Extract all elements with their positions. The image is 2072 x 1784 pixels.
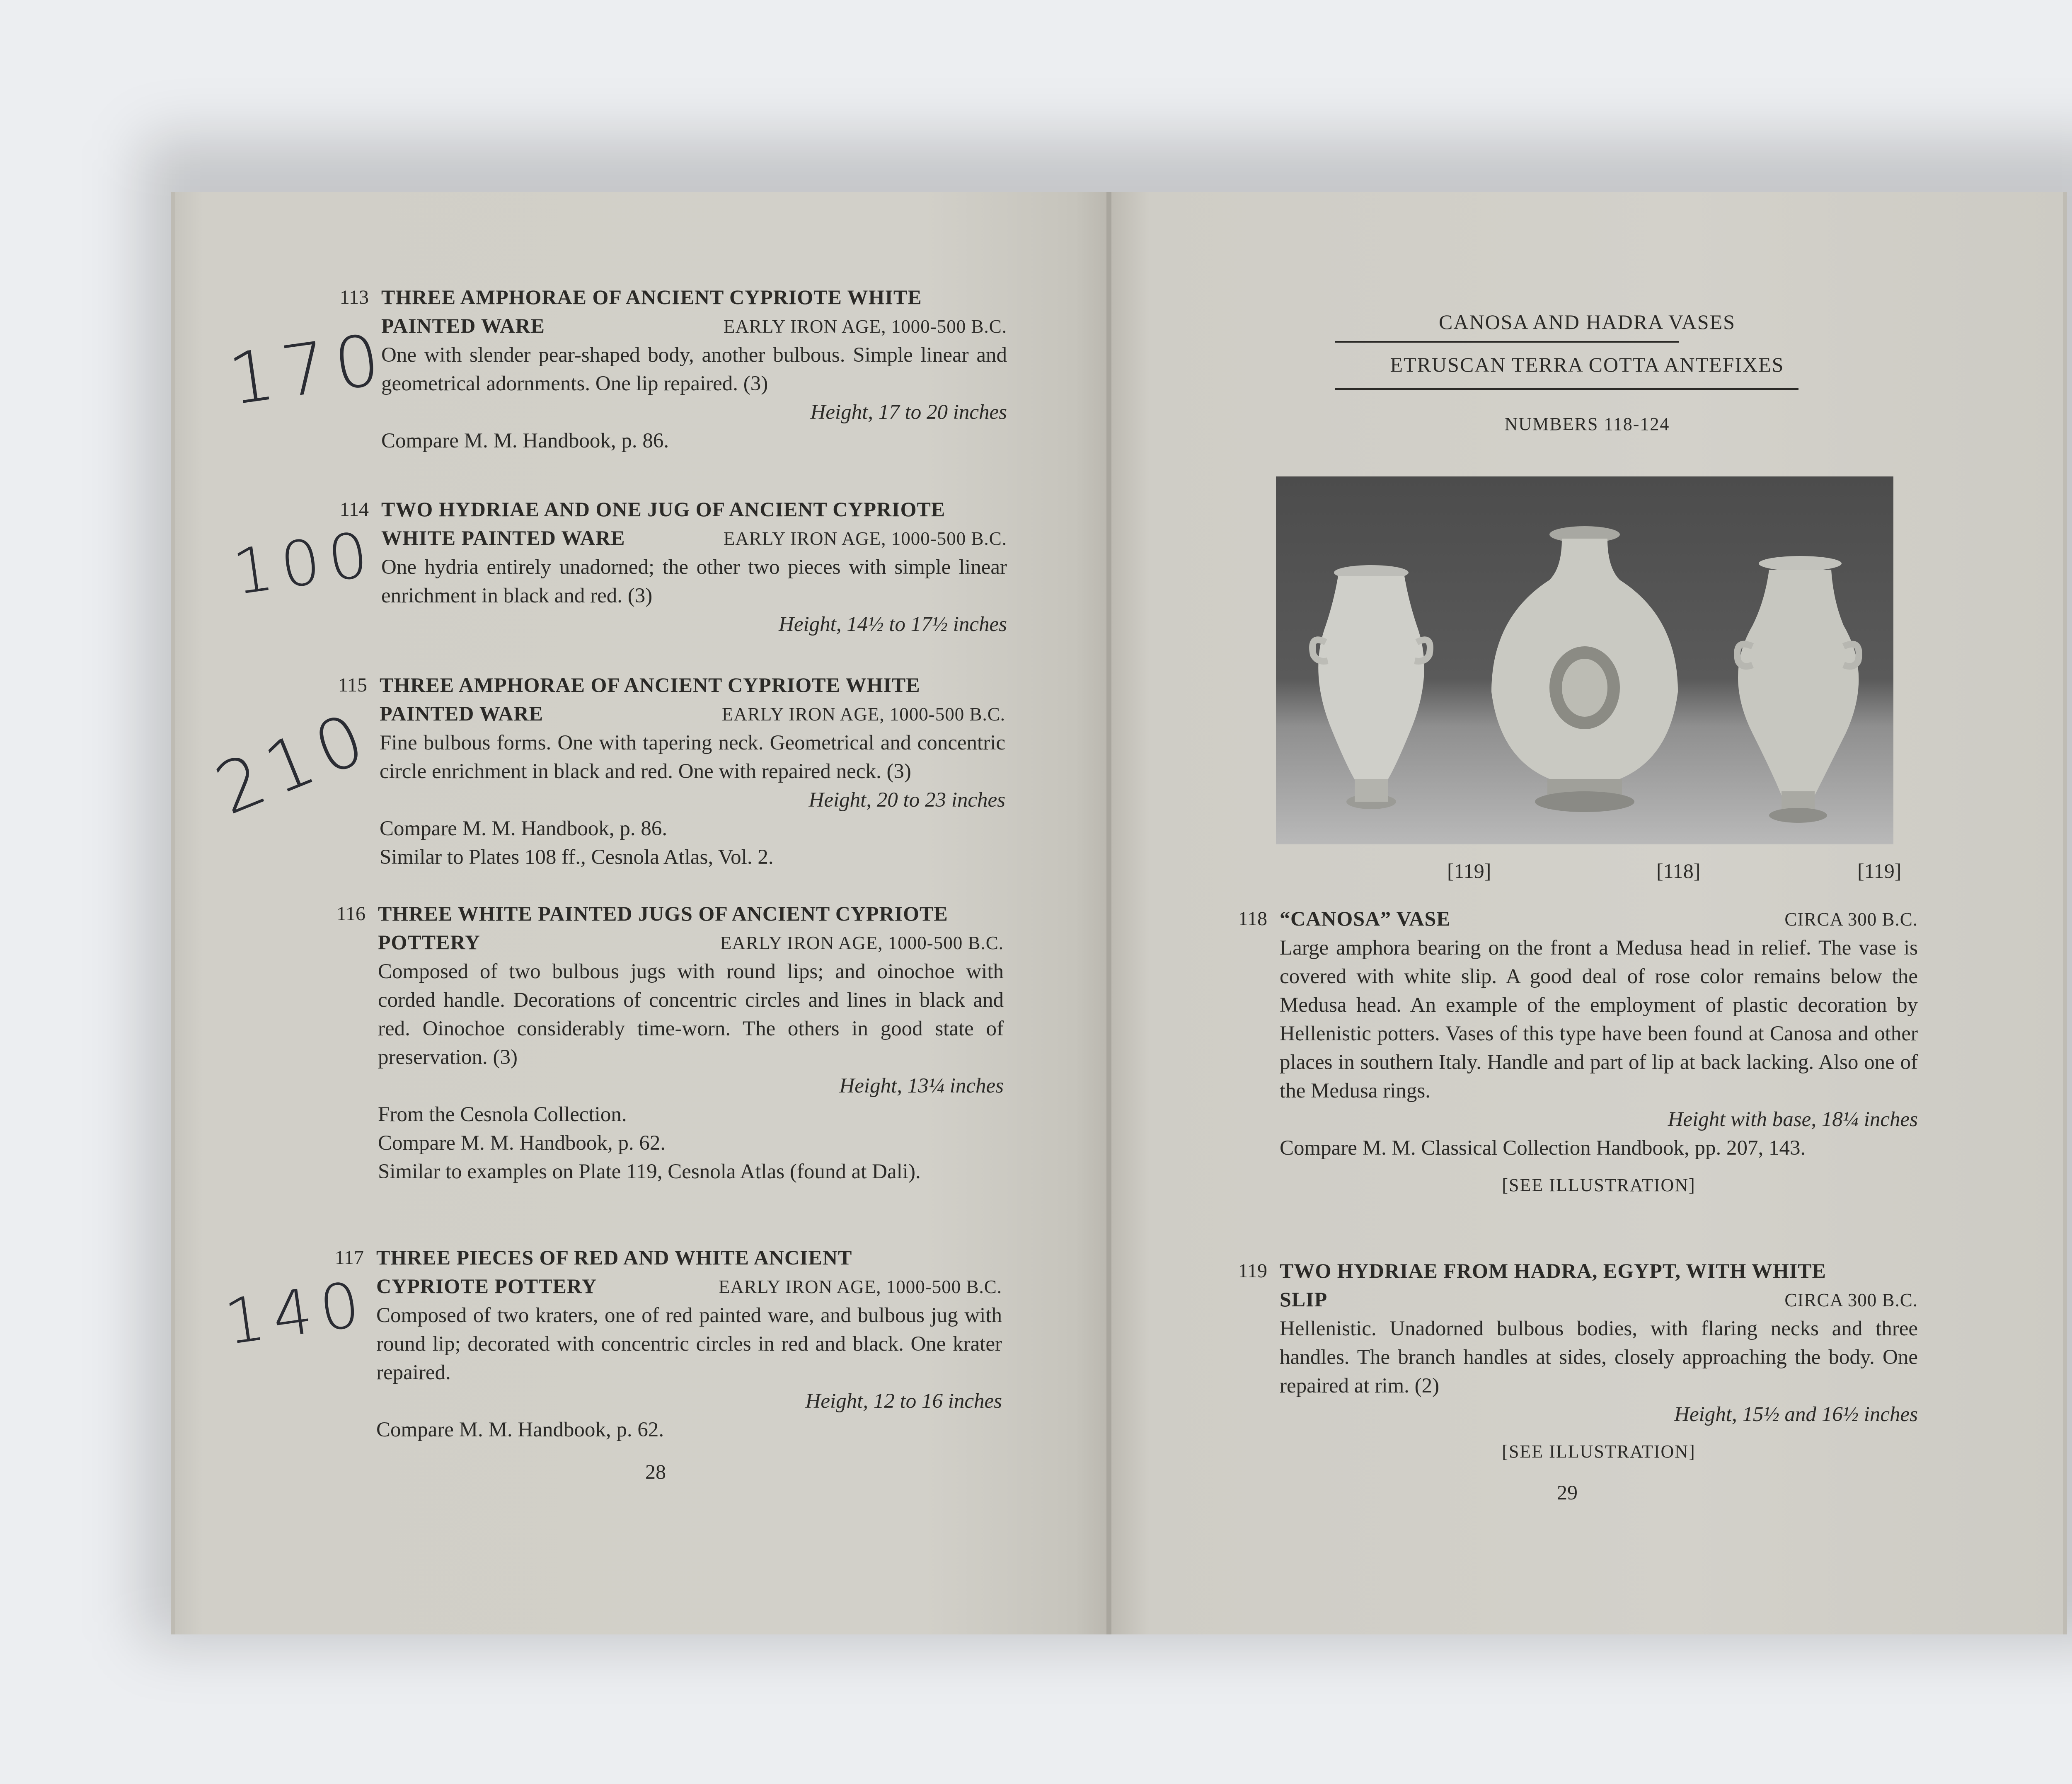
catalogue-entry	[338, 671, 1005, 872]
catalogue-entry	[1238, 1257, 1918, 1466]
catalogue-entry	[339, 495, 1007, 639]
entry-description: Hellenistic. Unadorned bulbous bodies, with flaring necks and three handles. The branch handles at sides, closely approaching the body. One repaired at rim. (2)	[1280, 1317, 1918, 1397]
entry-reference: Compare M. M. Handbook, p. 86.	[380, 817, 668, 840]
vases-photograph	[1276, 476, 1893, 844]
entry-date: EARLY IRON AGE, 1000-500 B.C.	[718, 1276, 1002, 1297]
page-number-right: 29	[1557, 1481, 1578, 1504]
entry-description: One with slender pear-shaped body, another bulbous. Simple linear and geometrical adornments. One lip repaired. (3)	[381, 343, 1007, 395]
lot-number: 116	[336, 903, 366, 925]
entry-title-cont: POTTERY	[378, 931, 480, 954]
entry-date: CIRCA 300 B.C.	[1784, 909, 1918, 930]
entry-reference: From the Cesnola Collection.	[378, 1103, 627, 1126]
page-number-left: 28	[645, 1460, 666, 1483]
entry-title-cont: PAINTED WARE	[380, 702, 543, 725]
entry-height: Height, 20 to 23 inches	[808, 788, 1005, 812]
entry-height: Height, 12 to 16 inches	[805, 1390, 1002, 1413]
entry-description: One hydria entirely unadorned; the other two pieces with simple linear enrichment in black and red. (3)	[381, 556, 1007, 607]
entry-reference: Similar to examples on Plate 119, Cesnola Atlas (found at Dali).	[378, 1160, 921, 1183]
entry-date: EARLY IRON AGE, 1000-500 B.C.	[720, 933, 1004, 953]
lot-number: 115	[338, 674, 367, 696]
entry-date: EARLY IRON AGE, 1000-500 B.C.	[723, 528, 1007, 549]
entry-title-cont: CYPRIOTE POTTERY	[376, 1274, 597, 1298]
entry-description: Composed of two kraters, one of red painted ware, and bulbous jug with round lip; decorated with concentric circles in red and black. One krater repaired.	[376, 1304, 1002, 1384]
lot-number: 114	[339, 498, 369, 520]
entry-height: Height, 13¼ inches	[839, 1074, 1004, 1097]
entry-reference: Compare M. M. Handbook, p. 86.	[381, 429, 669, 452]
right-page	[1111, 192, 2067, 1634]
numbers-range: NUMBERS 118-124	[1504, 414, 1670, 434]
open-catalogue	[171, 192, 2065, 1634]
catalogue-entry	[1238, 904, 1918, 1199]
canosa-vase	[1491, 526, 1678, 812]
entry-reference: Compare M. M. Classical Collection Handbook, pp. 207, 143.	[1280, 1136, 1806, 1160]
entry-reference: Compare M. M. Handbook, p. 62.	[378, 1131, 666, 1155]
entry-title-cont: WHITE PAINTED WARE	[381, 526, 625, 549]
entry-title: THREE AMPHORAE OF ANCIENT CYPRIOTE WHITE	[380, 673, 920, 696]
catalogue-entry	[339, 283, 1007, 455]
entry-height: Height, 17 to 20 inches	[810, 401, 1007, 424]
handwritten-price-115: 210	[204, 695, 383, 831]
section-subheading: ETRUSCAN TERRA COTTA ANTEFIXES	[1390, 353, 1784, 376]
handwritten-price-117: 140	[220, 1267, 373, 1359]
entry-title: THREE AMPHORAE OF ANCIENT CYPRIOTE WHITE	[381, 285, 922, 309]
entry-height: Height, 14½ to 17½ inches	[778, 613, 1007, 636]
entry-title: “CANOSA” VASE	[1280, 907, 1451, 930]
handwritten-price-114: 100	[228, 517, 381, 609]
hydria-right	[1737, 556, 1859, 823]
photo-caption: [118]	[1656, 859, 1701, 882]
entry-title-cont: SLIP	[1280, 1288, 1328, 1311]
photo-caption: [119]	[1447, 859, 1491, 882]
hydria-left	[1312, 565, 1430, 809]
entry-title: THREE PIECES OF RED AND WHITE ANCIENT	[376, 1246, 852, 1269]
catalogue-entry	[334, 1243, 1002, 1444]
entry-height: Height with base, 18¼ inches	[1668, 1108, 1918, 1131]
entry-date: EARLY IRON AGE, 1000-500 B.C.	[723, 316, 1007, 337]
section-heading: CANOSA AND HADRA VASES	[1439, 310, 1736, 334]
lot-number: 118	[1238, 908, 1267, 930]
entry-title: TWO HYDRIAE FROM HADRA, EGYPT, WITH WHITE	[1280, 1259, 1826, 1282]
heading-rule	[1335, 341, 1679, 343]
entry-date: EARLY IRON AGE, 1000-500 B.C.	[721, 704, 1005, 725]
lot-number: 113	[339, 286, 369, 308]
see-illustration: [SEE ILLUSTRATION]	[1502, 1175, 1696, 1195]
entry-description: Fine bulbous forms. One with tapering neck. Geometrical and concentric circle enrichment in black and red. One with repaired neck. (3)	[380, 731, 1005, 783]
vases-illustration	[1276, 476, 1893, 844]
entry-title: THREE WHITE PAINTED JUGS OF ANCIENT CYPRIOTE	[378, 902, 948, 925]
entry-date: CIRCA 300 B.C.	[1784, 1290, 1918, 1310]
heading-rule	[1335, 388, 1798, 390]
entry-title: TWO HYDRIAE AND ONE JUG OF ANCIENT CYPRIOTE	[381, 498, 946, 521]
handwritten-price-113: 170	[224, 318, 393, 421]
photo-caption: [119]	[1857, 859, 1902, 882]
entry-reference: Compare M. M. Handbook, p. 62.	[376, 1418, 664, 1441]
entry-description: Composed of two bulbous jugs with round lips; and oinochoe with corded handle. Decorations of concentric circles and lines in black and red. Oinochoe considerably time-worn. The others in good state of preservation. (3)	[378, 960, 1004, 1069]
entry-height: Height, 15½ and 16½ inches	[1674, 1403, 1918, 1426]
lot-number: 119	[1238, 1260, 1267, 1282]
catalogue-entry	[336, 899, 1004, 1186]
lot-number: 117	[334, 1247, 364, 1269]
entry-reference: Similar to Plates 108 ff., Cesnola Atlas, Vol. 2.	[380, 846, 774, 869]
see-illustration: [SEE ILLUSTRATION]	[1502, 1441, 1696, 1462]
entry-description: Large amphora bearing on the front a Medusa head in relief. The vase is covered with white slip. A good deal of rose color remains below the Medusa head. An example of the employment of plastic decoration by Hellenistic potters. Vases of this type have been found at Canosa and other places in southern Italy. Handle and part of lip at back lacking. Also one of the Medusa rings.	[1280, 936, 1918, 1102]
entry-title-cont: PAINTED WARE	[381, 314, 545, 337]
left-page	[171, 192, 1112, 1634]
